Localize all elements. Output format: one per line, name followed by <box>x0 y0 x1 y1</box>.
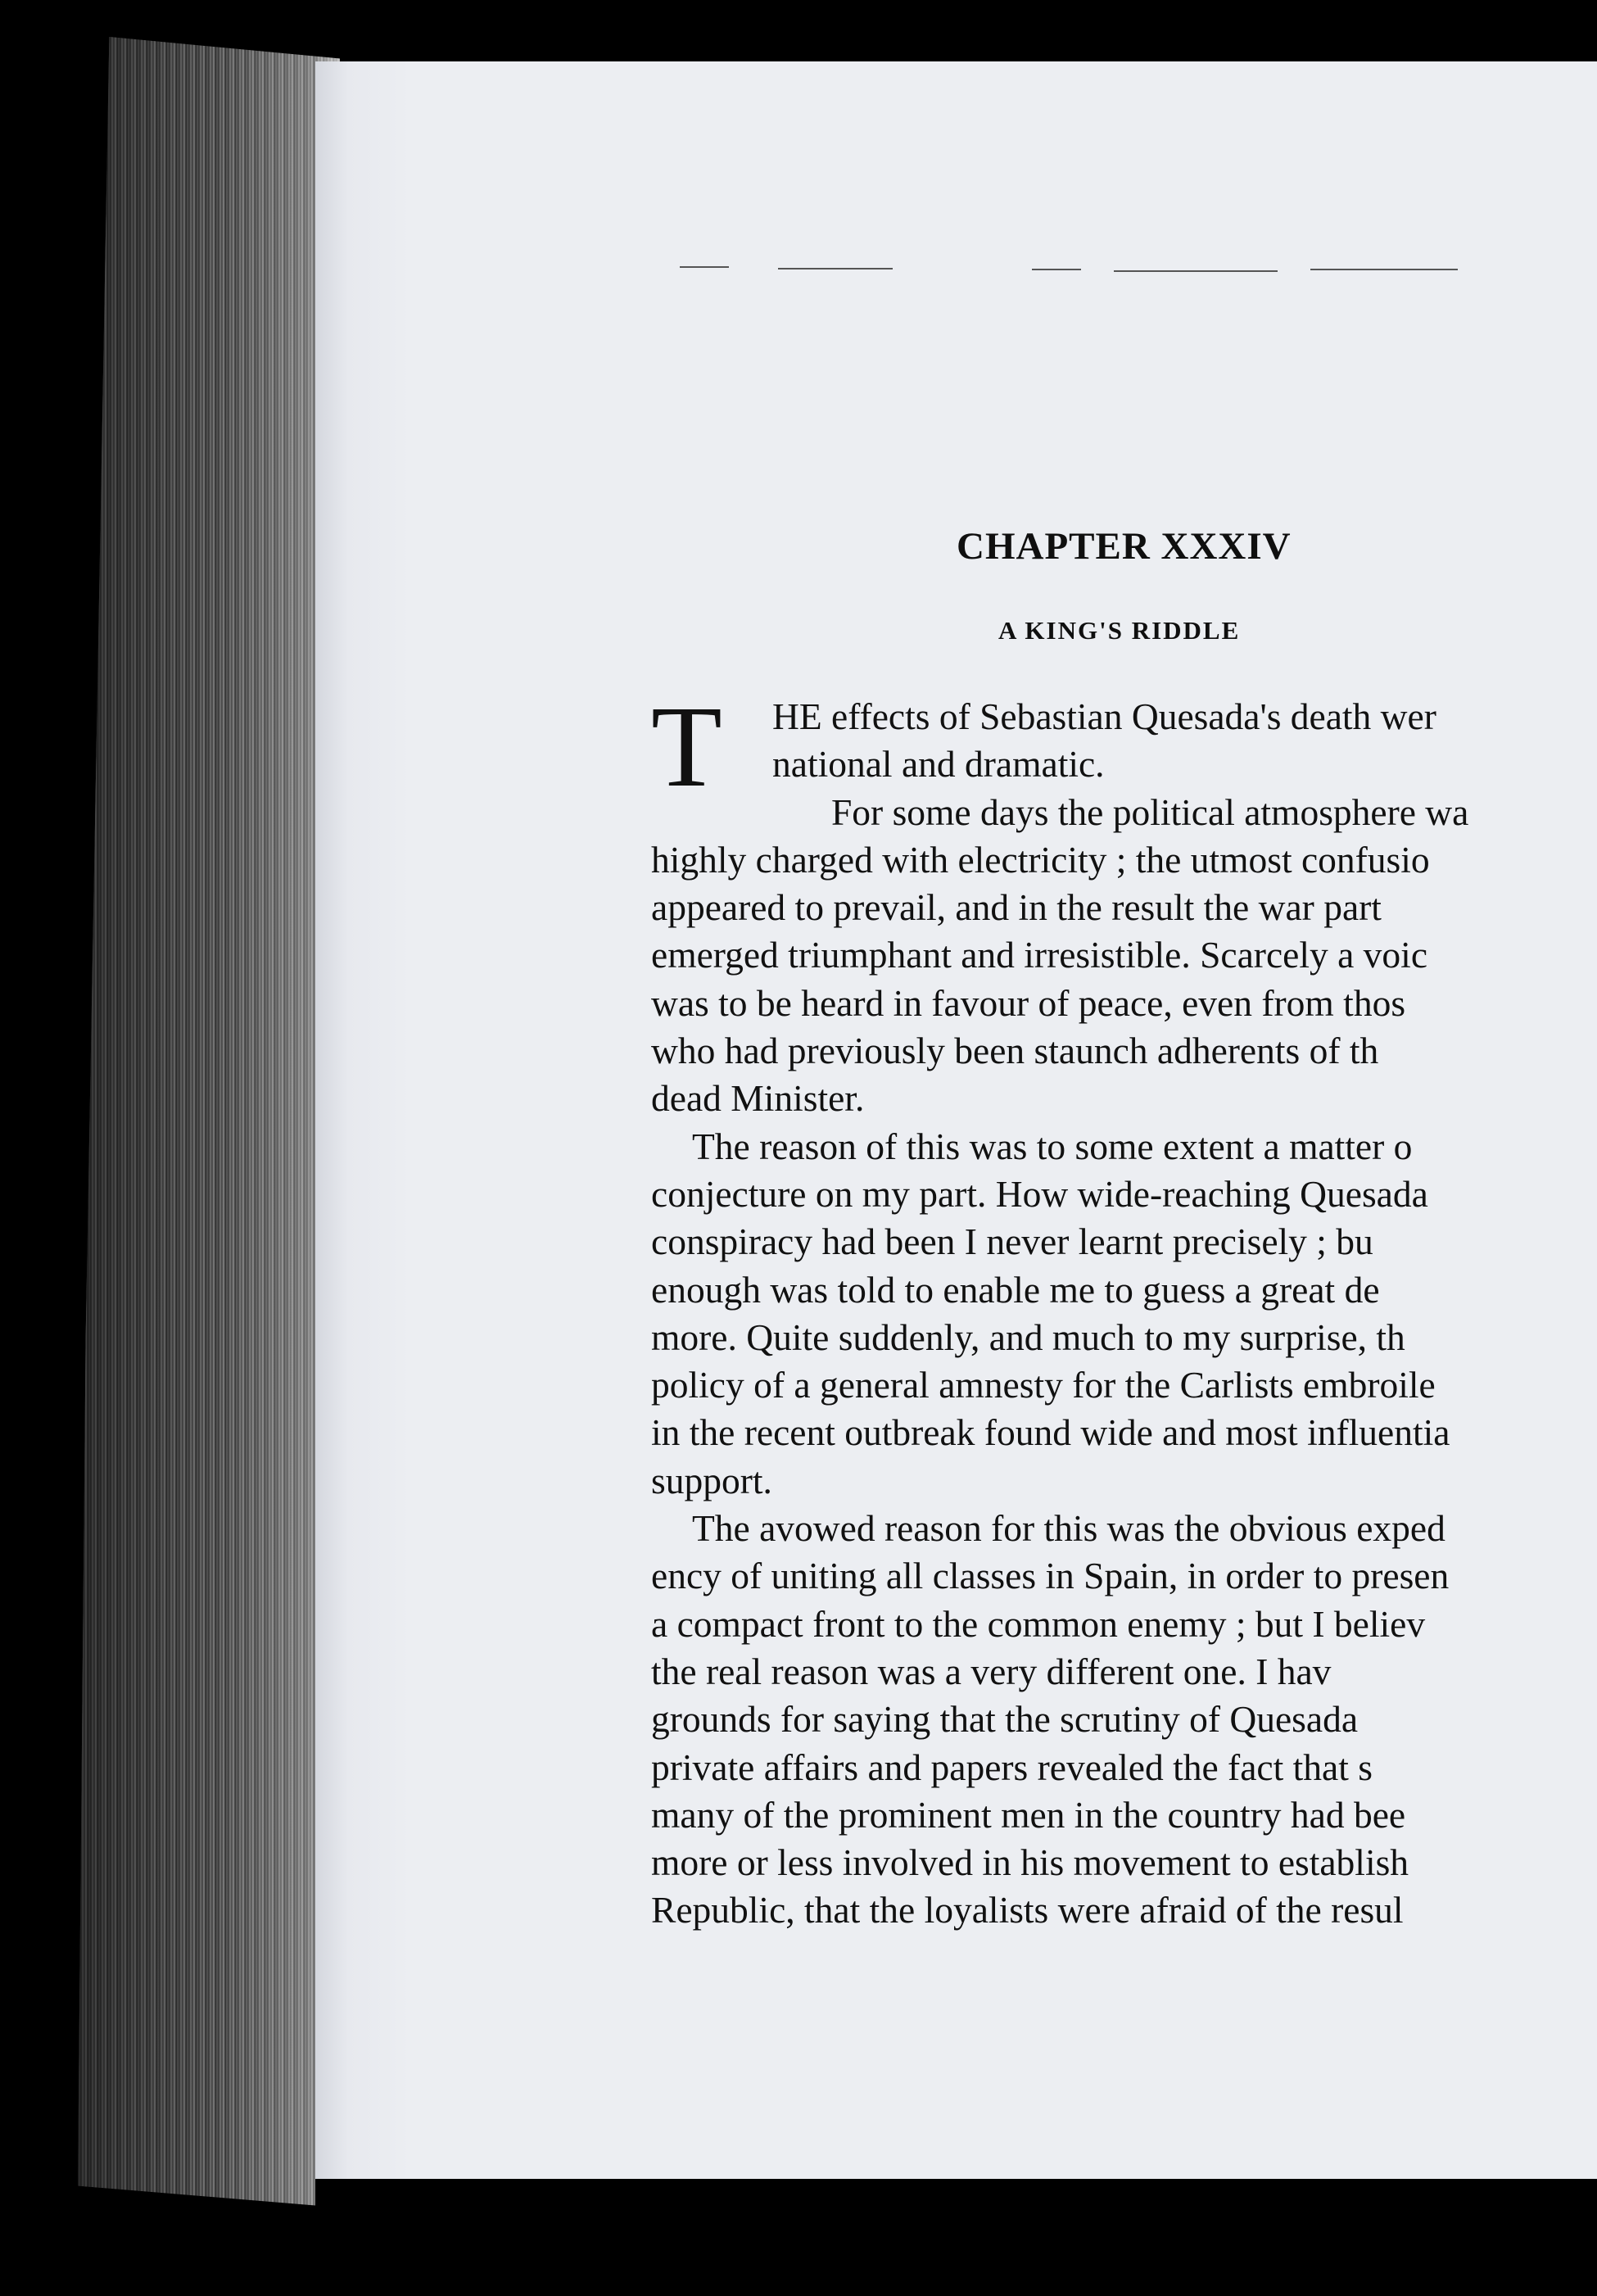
body-line: conspiracy had been I never learnt precisely ; bu <box>651 1220 1373 1263</box>
body-line: more or less involved in his movement to establish <box>651 1841 1409 1884</box>
scan-speck <box>1310 269 1458 270</box>
body-line: The reason of this was to some extent a matter o <box>692 1125 1413 1167</box>
body-line: highly charged with electricity ; the utmost confusio <box>651 838 1430 881</box>
body-line: For some days the political atmosphere wa <box>831 790 1469 833</box>
body-line: emerged triumphant and irresistible. Scarcely a voic <box>651 934 1428 976</box>
body-line: who had previously been staunch adherents of th <box>651 1030 1379 1072</box>
scan-speck <box>680 266 729 268</box>
body-line: support. <box>651 1459 772 1501</box>
body-line: HE effects of Sebastian Quesada's death wer <box>772 695 1436 737</box>
scan-speck <box>1114 270 1278 272</box>
body-line: the real reason was a very different one. I hav <box>651 1650 1332 1692</box>
book-page-edges <box>78 37 340 2208</box>
body-line: many of the prominent men in the country had bee <box>651 1793 1406 1836</box>
body-line: in the recent outbreak found wide and most influentia <box>651 1411 1450 1454</box>
body-line: a compact front to the common enemy ; but I believ <box>651 1602 1426 1645</box>
body-line: The avowed reason for this was the obvious exped <box>692 1507 1445 1550</box>
body-line: ency of uniting all classes in Spain, in order to presen <box>651 1555 1450 1597</box>
body-line: private affairs and papers revealed the fact that s <box>651 1746 1373 1788</box>
chapter-title: CHAPTER XXXIV <box>957 525 1292 568</box>
body-line: more. Quite suddenly, and much to my surprise, th <box>651 1316 1405 1358</box>
body-line: policy of a general amnesty for the Carlists embroile <box>651 1364 1436 1406</box>
body-line: Republic, that the loyalists were afraid of the resul <box>651 1889 1404 1931</box>
scan-speck <box>778 268 893 269</box>
body-line: grounds for saying that the scrutiny of Quesada <box>651 1698 1359 1741</box>
body-line: appeared to prevail, and in the result the war part <box>651 886 1382 929</box>
body-line: conjecture on my part. How wide-reaching Quesada <box>651 1172 1428 1215</box>
page-bottom-shadow <box>315 2179 1597 2296</box>
body-line: national and dramatic. <box>772 743 1105 786</box>
body-line: was to be heard in favour of peace, even from thos <box>651 981 1406 1024</box>
body-line: enough was told to enable me to guess a great de <box>651 1268 1380 1311</box>
body-line: dead Minister. <box>651 1077 865 1120</box>
drop-cap: T <box>651 682 722 811</box>
chapter-body <box>651 693 1597 1935</box>
chapter-subtitle: A KING'S RIDDLE <box>998 616 1241 645</box>
scan-speck <box>1032 269 1081 270</box>
